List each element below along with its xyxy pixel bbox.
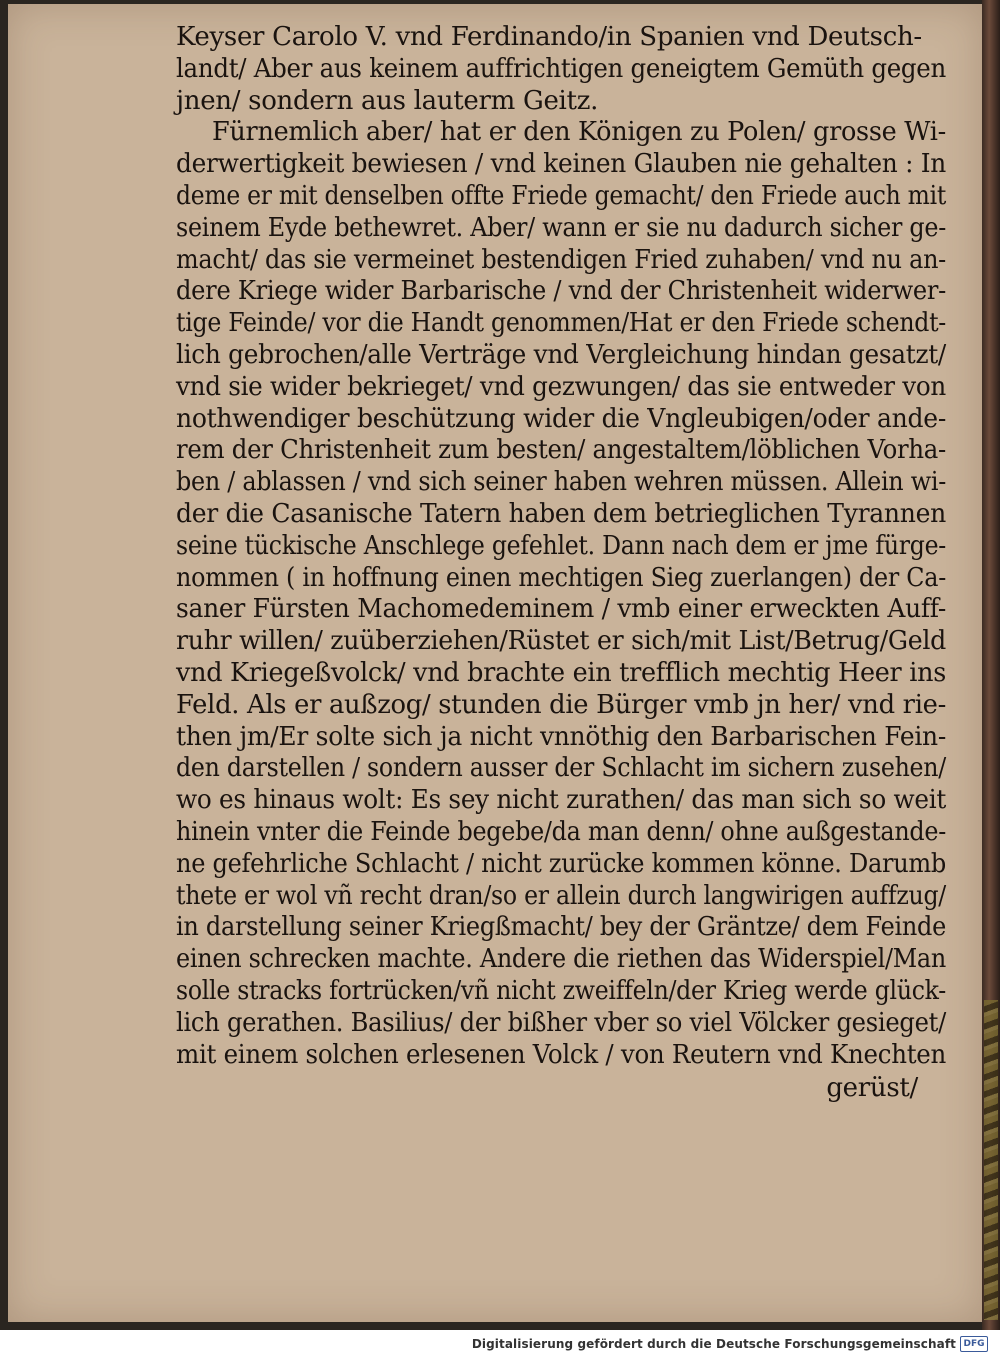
dfg-logo-icon: DFG	[960, 1336, 988, 1352]
marbled-edge	[984, 1000, 998, 1320]
text-line: den darstellen / sondern ausser der Schlacht im sichern zusehen/	[176, 753, 946, 784]
text-line: thete er wol vñ recht dran/so er allein durch langwirigen auffzug/	[176, 880, 946, 911]
text-line: ruhr willen/ zuüberziehen/Rüstet er sich/mit List/Betrug/Geld	[176, 626, 946, 657]
text-line: solle stracks fortrücken/vñ nicht zweiffeln/der Krieg werde glück-	[176, 975, 946, 1006]
text-line: seinem Eyde bethewret. Aber/ wann er sie nu dadurch sicher ge-	[176, 212, 946, 243]
book-page	[8, 4, 982, 1322]
text-line: ne gefehrliche Schlacht / nicht zurücke kommen könne. Darumb	[176, 848, 946, 879]
text-line: in darstellung seiner Kriegßmacht/ bey der Gräntze/ dem Feinde	[176, 912, 946, 943]
text-line: lich gebrochen/alle Verträge vnd Vergleichung hindan gesatzt/	[176, 339, 946, 370]
text-line: deme er mit denselben offte Friede gemacht/ den Friede auch mit	[176, 180, 946, 211]
text-line: Keyser Carolo V. vnd Ferdinando/in Spanien vnd Deutsch-	[176, 22, 922, 52]
text-line: vnd Kriegeßvolck/ vnd brachte ein trefflich mechtig Heer ins	[176, 657, 946, 688]
footer-bar	[0, 1330, 1000, 1356]
text-line: saner Fürsten Machomedeminem / vmb einer erweckten Auff-	[176, 594, 946, 625]
text-line: nothwendiger beschützung wider die Vngleubigen/oder ande-	[176, 403, 946, 434]
text-line: der die Casanische Tatern haben dem betrieglichen Tyrannen	[176, 498, 946, 529]
text-line: vnd sie wider bekrieget/ vnd gezwungen/ das sie entweder von	[176, 371, 946, 402]
text-line: Fürnemlich aber/ hat er den Königen zu Polen/ grosse Wi-	[212, 117, 946, 148]
text-line: tige Feinde/ vor die Handt genommen/Hat er den Friede schendt-	[176, 308, 946, 339]
text-line: Feld. Als er außzog/ stunden die Bürger vmb jn her/ vnd rie-	[176, 689, 946, 720]
text-line: lich gerathen. Basilius/ der bißher vber so viel Völcker gesieget/	[176, 1007, 946, 1038]
text-line: jnen/ sondern aus lauterm Geitz.	[176, 85, 599, 116]
text-line: dere Kriege wider Barbarische / vnd der Christenheit widerwer-	[176, 276, 946, 307]
text-line: nommen ( in hoffnung einen mechtigen Sieg zuerlangen) der Ca-	[176, 562, 946, 593]
catchword: gerüst/	[826, 1073, 918, 1104]
text-line: wo es hinaus wolt: Es sey nicht zurathen/ das man sich so weit	[176, 785, 946, 816]
text-line: mit einem solchen erlesenen Volck / von Reutern vnd Knechten	[176, 1039, 946, 1070]
text-line: ben / ablassen / vnd sich seiner haben wehren müssen. Allein wi-	[176, 467, 946, 498]
text-line: derwertigkeit bewiesen / vnd keinen Glauben nie gehalten : In	[176, 149, 946, 180]
text-line: rem der Christenheit zum besten/ angestaltem/löblichen Vorha-	[176, 435, 946, 466]
text-line: landt/ Aber aus keinem auffrichtigen geneigtem Gemüth gegen	[176, 53, 946, 84]
text-line: then jm/Er solte sich ja nicht vnnöthig den Barbarischen Fein-	[176, 721, 946, 752]
text-line: einen schrecken machte. Andere die riethen das Widerspiel/Man	[176, 944, 946, 975]
text-line: macht/ das sie vermeinet bestendigen Fried zuhaben/ vnd nu an-	[176, 244, 946, 275]
page-text	[176, 22, 946, 1105]
funding-credit: Digitalisierung gefördert durch die Deutsche Forschungsgemeinschaft	[471, 1337, 956, 1351]
book-edge	[982, 0, 1000, 1330]
text-line: hinein vnter die Feinde begebe/da man denn/ ohne außgestande-	[176, 816, 946, 847]
text-line: seine tückische Anschlege gefehlet. Dann nach dem er jme fürge-	[176, 530, 946, 561]
